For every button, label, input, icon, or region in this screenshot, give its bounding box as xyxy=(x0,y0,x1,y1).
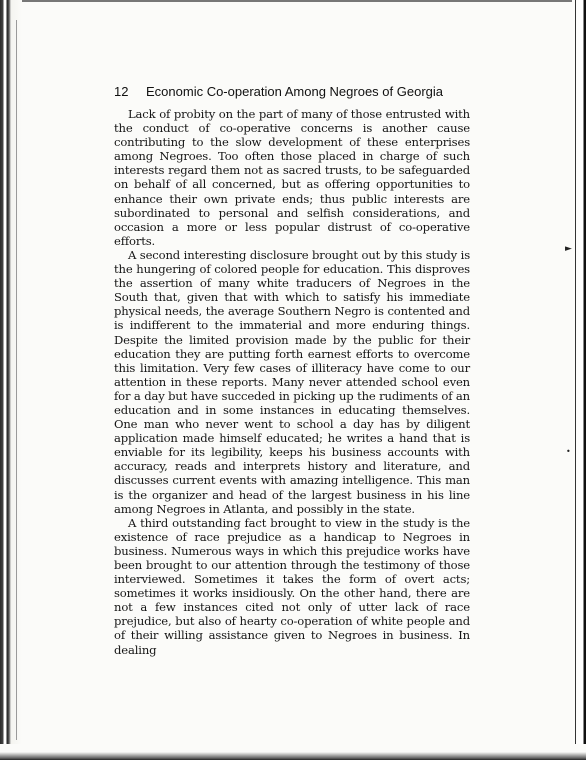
paragraph-3: A third outstanding fact brought to view in the study is the existence of race prejudice as a handicap to Negroes in business. Numerous ways in which this prejudice works have been brought to our attention through the testimony of those interviewed. Sometimes it takes the form of overt acts; sometimes it works insidiously. On the other hand, there are not a few instances cited not only of utter lack of race prejudice, but also of hearty co-operation of white people and of their willing assistance given to Negroes in business. In dealing xyxy=(114,515,470,657)
page-number: 12 xyxy=(114,84,129,99)
running-header xyxy=(114,84,474,100)
scan-left-edge xyxy=(0,0,22,760)
scan-right-binding-line xyxy=(575,0,576,760)
paragraph-2: A second interesting disclosure brought out by this study is the hungering of colored people for education. This disproves the assertion of many white traducers of Negroes in the South that, given that with which to satisfy his immediate physical needs, the average Southern Negro is contented and is indifferent to the immaterial and more enduring things. Despite the limited provision made by the public for their education they are putting forth earnest efforts to overcome this limitation. Very few cases of illiteracy have come to our attention in these reports. Many never attended school even for a day but have succeded in picking up the rudiments of an education and in some instances in educating themselves. One man who never went to school a day has by diligent application made himself educated; he writes a hand that is enviable for its legibility, keeps his business accounts with accuracy, reads and interprets history and literature, and discusses current events with amazing intelligence. This man is the organizer and head of the largest business in his line among Negroes in Atlanta, and possibly in the state. xyxy=(114,247,471,516)
running-title: Economic Co-operation Among Negroes of Georgia xyxy=(146,84,443,99)
body-text xyxy=(114,107,470,657)
scan-bottom-edge xyxy=(0,744,586,760)
scan-left-binding-line xyxy=(16,20,17,740)
scan-top-edge xyxy=(0,0,586,2)
margin-speck-arrow: ► xyxy=(565,244,572,254)
paragraph-1: Lack of probity on the part of many of those entrusted with the conduct of co-operative concerns is another cause contributing to the slow development of these enterprises among Negroes. Too often those placed in charge of such interests regard them not as sacred trusts, to be safeguarded on behalf of all concerned, but as offering opportunities to enhance their own private ends; thus public interests are subordinated to personal and selfish considerations, and occasion a more or less popular distrust of co-operative efforts. xyxy=(114,107,470,248)
margin-speck: • xyxy=(566,447,571,456)
